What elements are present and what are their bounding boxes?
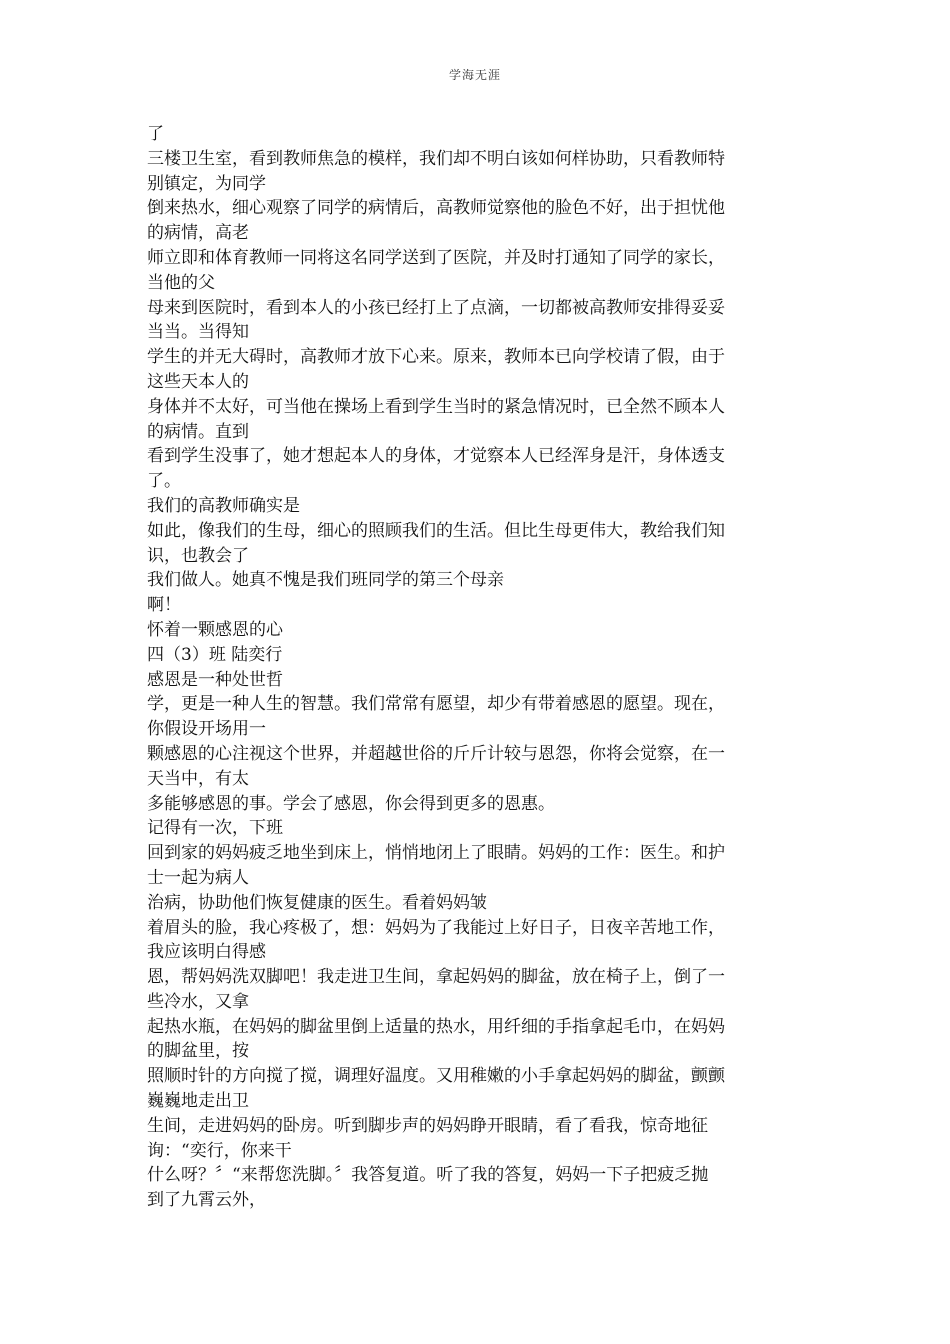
text-line: 师立即和体育教师一同将这名同学送到了医院，并及时打通知了同学的家长， — [147, 247, 725, 268]
text-line: 你假设开场用一 — [147, 719, 266, 740]
text-line: 这些天本人的 — [147, 371, 249, 392]
text-line: 啊！ — [147, 595, 181, 616]
text-line: 身体并不太好，可当他在操场上看到学生当时的紧急情况时，已全然不顾本人 — [147, 396, 725, 417]
text-line: 治病，协助他们恢复健康的医生。看着妈妈皱 — [147, 892, 487, 913]
text-line: 感恩是一种处世哲 — [147, 669, 283, 690]
body-text — [147, 122, 807, 1213]
text-line: 生间，走进妈妈的卧房。听到脚步声的妈妈睁开眼睛，看了看我，惊奇地征 — [147, 1115, 708, 1136]
essay-title: 怀着一颗感恩的心 — [147, 619, 283, 640]
text-line: 看到学生没事了，她才想起本人的身体，才觉察本人已经浑身是汗，身体透支 — [147, 446, 725, 467]
text-line: 照顺时针的方向搅了搅，调理好温度。又用稚嫩的小手拿起妈妈的脚盆，颤颤 — [147, 1066, 725, 1087]
text-line: 询：“奕行，你来干 — [147, 1140, 292, 1161]
essay-author: 四（3）班 陆奕行 — [147, 644, 283, 665]
text-line: 当他的父 — [147, 272, 215, 293]
text-line: 三楼卫生室，看到教师焦急的模样，我们却不明白该如何样协助，只看教师特 — [147, 148, 725, 169]
text-line: 倒来热水，细心观察了同学的病情后，高教师觉察他的脸色不好，出于担忧他 — [147, 198, 725, 219]
text-line: 士一起为病人 — [147, 867, 249, 888]
text-line: 巍巍地走出卫 — [147, 1091, 249, 1112]
text-line: 到了九霄云外， — [147, 1190, 266, 1211]
text-line: 记得有一次，下班 — [147, 818, 283, 839]
text-line: 多能够感恩的事。学会了感恩，你会得到更多的恩惠。 — [147, 793, 555, 814]
text-line: 当当。当得知 — [147, 322, 249, 343]
text-line: 回到家的妈妈疲乏地坐到床上，悄悄地闭上了眼睛。妈妈的工作：医生。和护 — [147, 843, 725, 864]
text-line: 学生的并无大碍时，高教师才放下心来。原来，教师本已向学校请了假，由于 — [147, 347, 725, 368]
text-line: 的病情，高老 — [147, 223, 249, 244]
text-line: 些冷水，又拿 — [147, 991, 249, 1012]
text-line: 如此，像我们的生母，细心的照顾我们的生活。但比生母更伟大，教给我们知 — [147, 520, 725, 541]
text-line: 什么呀？〞“来帮您洗脚。〞我答复道。听了我的答复，妈妈一下子把疲乏抛 — [147, 1165, 709, 1186]
text-line: 着眉头的脸，我心疼极了，想：妈妈为了我能过上好日子，日夜辛苦地工作， — [147, 917, 725, 938]
text-line: 识，也教会了 — [147, 545, 249, 566]
text-line: 恩，帮妈妈洗双脚吧！我走进卫生间，拿起妈妈的脚盆，放在椅子上，倒了一 — [147, 967, 725, 988]
text-line: 起热水瓶，在妈妈的脚盆里倒上适量的热水，用纤细的手指拿起毛巾，在妈妈 — [147, 1016, 725, 1037]
text-line: 我们的高教师确实是 — [147, 495, 300, 516]
text-line: 学，更是一种人生的智慧。我们常常有愿望，却少有带着感恩的愿望。现在， — [147, 694, 725, 715]
text-line: 了。 — [147, 471, 181, 492]
text-line: 了 — [147, 124, 164, 144]
text-line: 天当中，有太 — [147, 768, 249, 789]
text-line: 的病情。直到 — [147, 421, 249, 442]
text-line: 别镇定，为同学 — [147, 173, 266, 194]
text-line: 颗感恩的心注视这个世界，并超越世俗的斤斤计较与恩怨，你将会觉察，在一 — [147, 743, 725, 764]
text-line: 的脚盆里，按 — [147, 1041, 249, 1062]
text-line: 我应该明白得感 — [147, 942, 266, 963]
page-header: 学海无涯 — [448, 68, 501, 82]
text-line: 母来到医院时，看到本人的小孩已经打上了点滴，一切都被高教师安排得妥妥 — [147, 297, 725, 318]
text-line: 我们做人。她真不愧是我们班同学的第三个母亲 — [147, 570, 504, 591]
